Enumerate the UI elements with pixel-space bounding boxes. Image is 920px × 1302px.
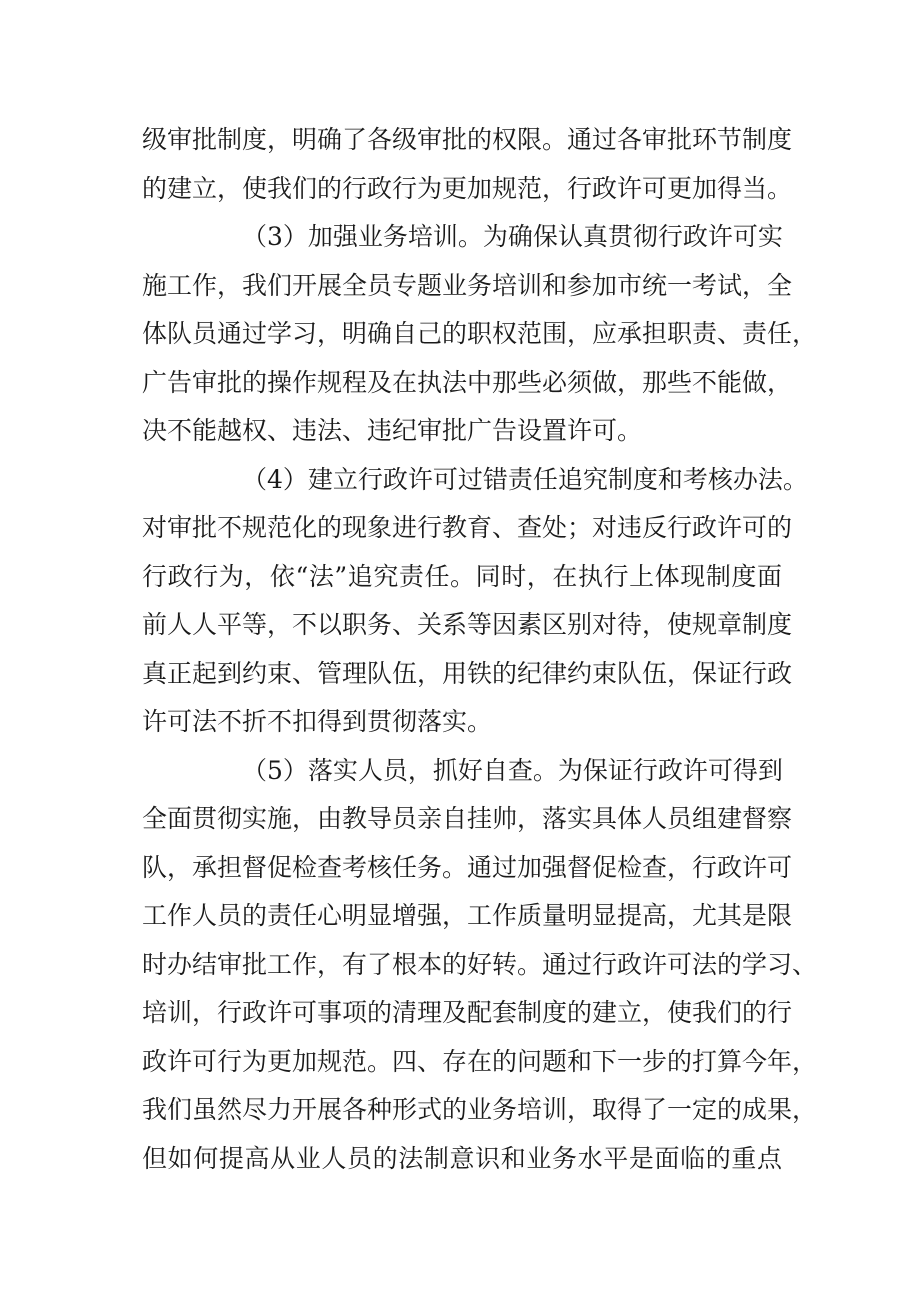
text-line: 真正起到约束、管理队伍，用铁的纪律约束队伍，保证行政 [142,658,793,688]
text-line: （3）加强业务培训。为确保认真贯彻行政许可实 [242,222,783,251]
text-line: 时办结审批工作，有了根本的好转。通过行政许可法的学习、 [142,949,818,979]
text-line: 我们虽然尽力开展各种形式的业务培训，取得了一定的成果， [142,1095,818,1124]
text-line: 施工作，我们开展全员专题业务培训和参加市统一考试，全 [142,270,793,300]
text-line: 体队员通过学习，明确自己的职权范围，应承担职责、责任， [142,319,818,348]
text-line: 前人人平等，不以职务、关系等因素区别对待，使规章制度 [142,610,793,639]
text-line: 全面贯彻实施，由教导员亲自挂帅，落实具体人员组建督察 [142,804,793,833]
text-line: 的建立，使我们的行政行为更加规范，行政许可更加得当。 [142,173,793,203]
text-line: 队，承担督促检查考核任务。通过加强督促检查，行政许可 [142,852,793,882]
text-line: 政许可行为更加规范。四、存在的问题和下一步的打算今年， [142,1046,818,1076]
text-line: 但如何提高从业人员的法制意识和业务水平是面临的重点 [142,1143,782,1173]
text-line: 许可法不折不扣得到贯彻落实。 [142,707,493,736]
text-line: 培训，行政许可事项的清理及配套制度的建立，使我们的行 [142,998,793,1027]
text-line: （5）落实人员，抓好自查。为保证行政许可得到 [242,755,783,785]
text-line: 决不能越权、违法、违纪审批广告设置许可。 [142,416,643,445]
text-line: 对审批不规范化的现象进行教育、查处；对违反行政许可的 [142,513,793,542]
text-line: 行政行为，依“法”追究责任。同时，在执行上体现制度面 [142,561,782,591]
text-line: 工作人员的责任心明显增强，工作质量明显提高，尤其是限 [142,901,793,930]
text-line: 级审批制度，明确了各级审批的权限。通过各审批环节制度 [142,125,793,154]
text-line: （4）建立行政许可过错责任追究制度和考核办法。 [242,464,808,494]
text-line: 广告审批的操作规程及在执法中那些必须做，那些不能做， [142,367,793,397]
body-text [142,116,818,1183]
